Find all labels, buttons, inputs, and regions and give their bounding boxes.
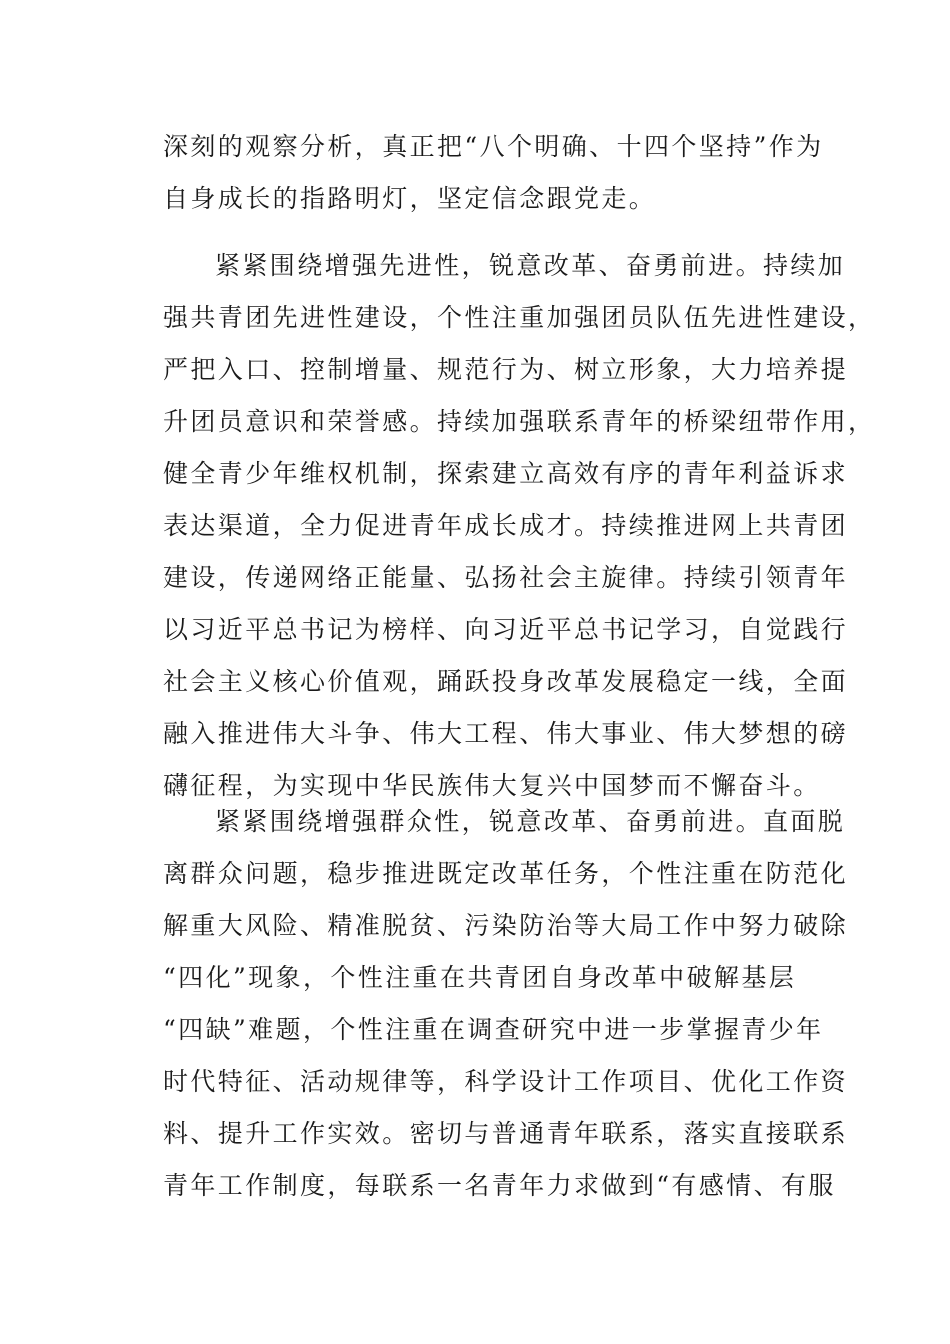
text-line: 紧紧围绕增强群众性，锐意改革、奋勇前进。直面脱 xyxy=(215,807,846,836)
text-line: 融入推进伟大斗争、伟大工程、伟大事业、伟大梦想的磅 xyxy=(163,719,849,748)
text-line: 建设，传递网络正能量、弘扬社会主旋律。持续引领青年 xyxy=(163,563,849,592)
text-line: “四缺”难题，个性注重在调查研究中进一步掌握青少年 xyxy=(163,1015,824,1044)
text-line: 紧紧围绕增强先进性，锐意改革、奋勇前进。持续加 xyxy=(215,251,846,280)
text-line: “四化”现象，个性注重在共青团自身改革中破解基层 xyxy=(163,963,797,992)
text-line: 社会主义核心价值观，踊跃投身改革发展稳定一线，全面 xyxy=(163,667,849,696)
text-line: 健全青少年维权机制，探索建立高效有序的青年利益诉求 xyxy=(163,459,849,488)
text-line: 升团员意识和荣誉感。持续加强联系青年的桥梁纽带作用， xyxy=(163,407,876,436)
text-line: 青年工作制度，每联系一名青年力求做到“有感情、有服 xyxy=(163,1171,836,1200)
paragraph-mass-nature xyxy=(163,796,849,1212)
text-line: 深刻的观察分析，真正把“八个明确、十四个坚持”作为 xyxy=(163,132,824,161)
paragraph-advancement xyxy=(163,240,876,812)
text-line: 自身成长的指路明灯，坚定信念跟党走。 xyxy=(163,184,657,213)
text-line: 离群众问题，稳步推进既定改革任务，个性注重在防范化 xyxy=(163,859,849,888)
text-line: 料、提升工作实效。密切与普通青年联系，落实直接联系 xyxy=(163,1119,849,1148)
text-line: 解重大风险、精准脱贫、污染防治等大局工作中努力破除 xyxy=(163,911,849,940)
text-line: 严把入口、控制增量、规范行为、树立形象，大力培养提 xyxy=(163,355,849,384)
text-line: 表达渠道，全力促进青年成长成才。持续推进网上共青团 xyxy=(163,511,849,540)
paragraph-continuation xyxy=(163,121,824,225)
text-line: 礴征程，为实现中华民族伟大复兴中国梦而不懈奋斗。 xyxy=(163,771,821,800)
text-line: 强共青团先进性建设，个性注重加强团员队伍先进性建设， xyxy=(163,303,876,332)
text-line: 以习近平总书记为榜样、向习近平总书记学习，自觉践行 xyxy=(163,615,849,644)
text-line: 时代特征、活动规律等，科学设计工作项目、优化工作资 xyxy=(163,1067,849,1096)
